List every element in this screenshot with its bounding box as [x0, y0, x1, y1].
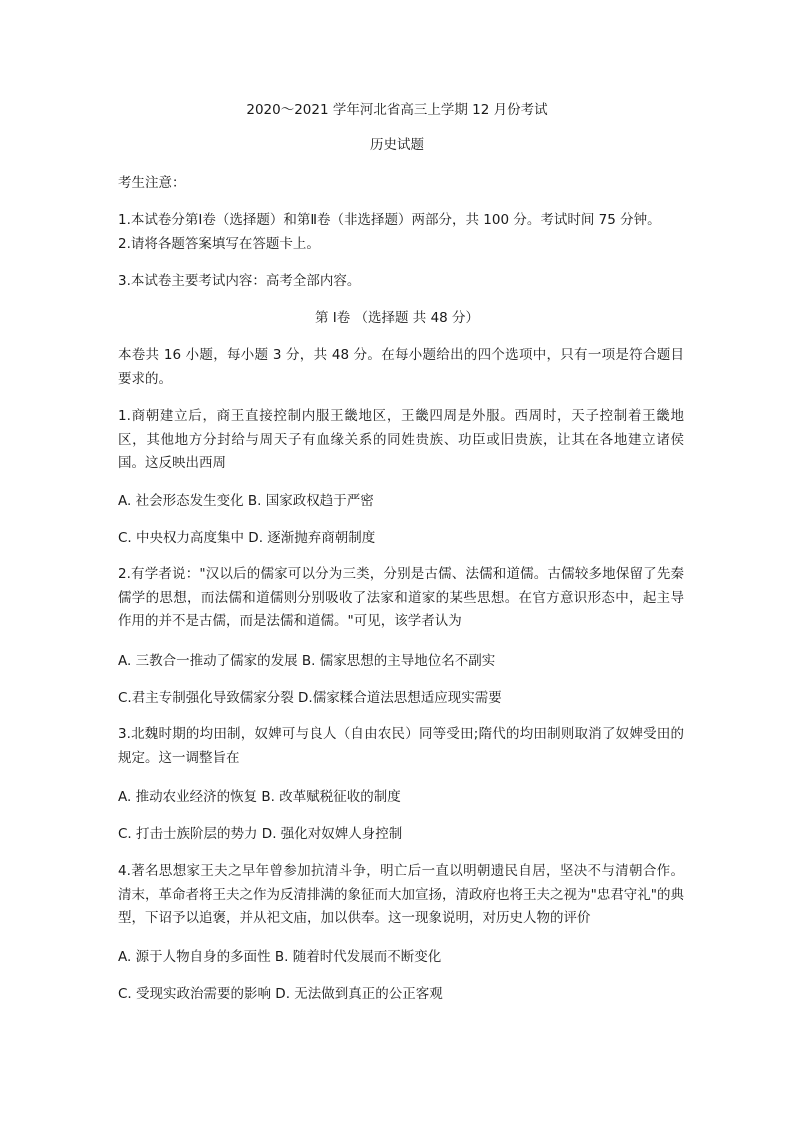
question-stem: 3.北魏时期的均田制，奴婢可与良人（自由农民）同等受田;隋代的均田制则取消了奴婢受田的规定。这一调整旨在 — [118, 726, 684, 766]
notice-item: 1.本试卷分第Ⅰ卷（选择题）和第Ⅱ卷（非选择题）两部分，共 100 分。考试时间 75 分钟。 — [118, 212, 661, 228]
question-options: C.君主专制强化导致儒家分裂 D.儒家糅合道法思想适应现实需要 — [118, 690, 502, 706]
question-stem: 4.著名思想家王夫之早年曾参加抗清斗争，明亡后一直以明朝遗民自居，坚决不与清朝合作。清末，革命者将王夫之作为反清排满的象征而大加宣扬，清政府也将王夫之视为"忠君守礼"的典型，下诏予以追褒，并从祀文庙，加以供奉。这一现象说明，对历史人物的评价 — [118, 863, 684, 926]
question-options: C. 打击士族阶层的势力 D. 强化对奴婢人身控制 — [118, 826, 403, 842]
section-title: 第 Ⅰ卷 （选择题 共 48 分） — [314, 310, 480, 326]
section-intro: 本卷共 16 小题，每小题 3 分，共 48 分。在每小题给出的四个选项中，只有一项是符合题目要求的。 — [118, 347, 684, 387]
question-options: A. 三教合一推动了儒家的发展 B. 儒家思想的主导地位名不副实 — [118, 653, 496, 669]
question-options: C. 受现实政治需要的影响 D. 无法做到真正的公正客观 — [118, 986, 443, 1002]
question-options: A. 源于人物自身的多面性 B. 随着时代发展而不断变化 — [118, 949, 442, 965]
question-stem: 1.商朝建立后，商王直接控制内服王畿地区，王畿四周是外服。西周时，天子控制着王畿地区，其他地方分封给与周天子有血缘关系的同姓贵族、功臣或旧贵族，让其在各地建立诸侯国。这反映出西周 — [118, 408, 684, 471]
question-options: C. 中央权力高度集中 D. 逐渐抛弃商朝制度 — [118, 530, 376, 546]
question-options: A. 社会形态发生变化 B. 国家政权趋于严密 — [118, 493, 374, 509]
subject-title: 历史试题 — [370, 137, 424, 153]
notice-item: 2.请将各题答案填写在答题卡上。 — [118, 236, 320, 252]
notice-item: 3.本试卷主要考试内容：高考全部内容。 — [118, 273, 361, 289]
notice-heading: 考生注意： — [118, 175, 186, 191]
question-stem: 2.有学者说："汉以后的儒家可以分为三类，分别是古儒、法儒和道儒。古儒较多地保留了先秦儒学的思想，而法儒和道儒则分别吸收了法家和道家的某些思想。在官方意识形态中，起主导作用的并不是古儒，而是法儒和道儒。"可见，该学者认为 — [118, 566, 684, 629]
question-options: A. 推动农业经济的恢复 B. 改革赋税征收的制度 — [118, 789, 401, 805]
exam-title: 2020～2021 学年河北省高三上学期 12 月份考试 — [246, 102, 548, 118]
